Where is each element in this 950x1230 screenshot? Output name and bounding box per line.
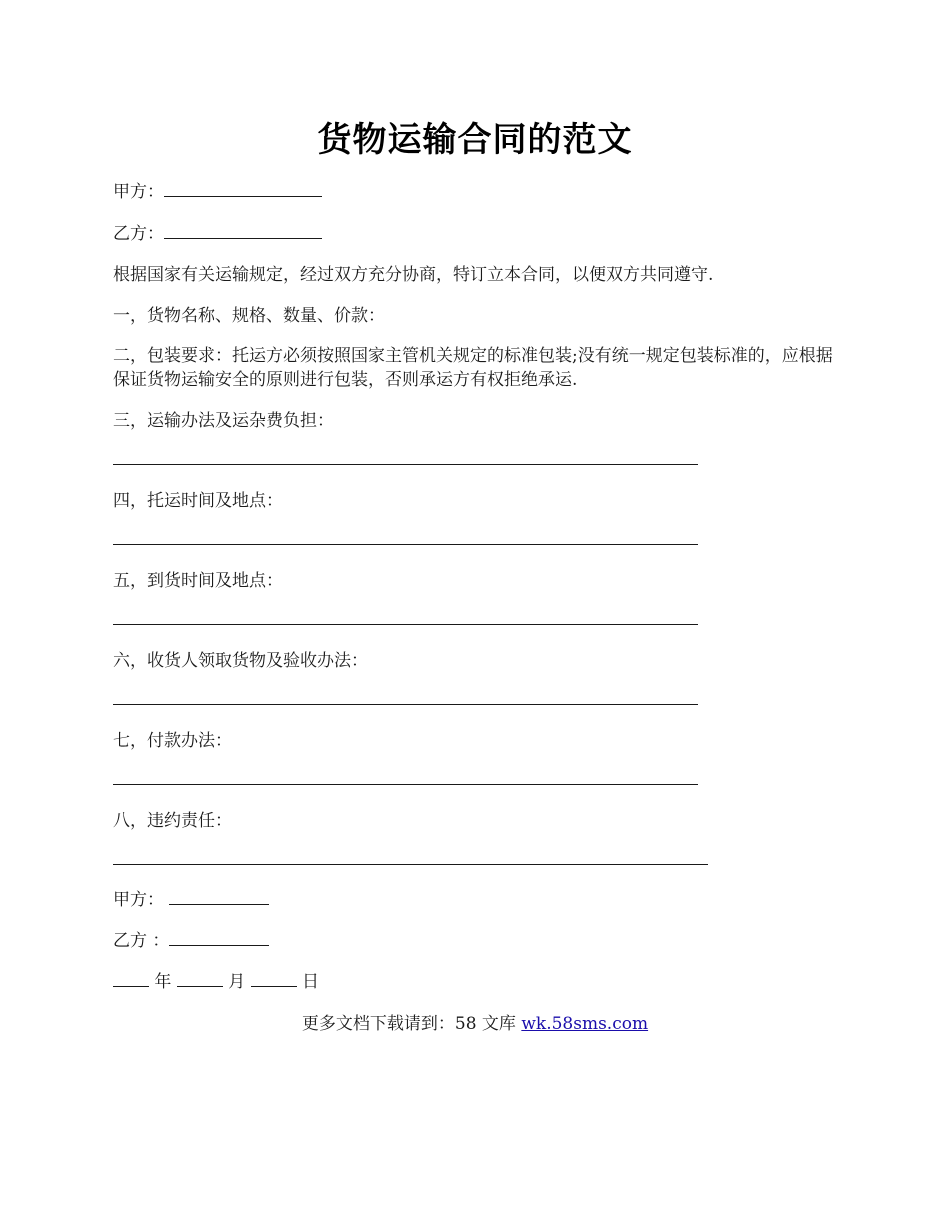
footer-text: 更多文档下载请到：58 文库 [301, 1014, 522, 1034]
date-day-blank [251, 970, 297, 987]
clause-8: 八，违约责任： [113, 811, 232, 831]
signature-a-line [113, 888, 269, 912]
footer [0, 1012, 950, 1036]
date-year-blank [113, 970, 149, 987]
clause-3: 三，运输办法及运杂费负担： [113, 411, 334, 431]
party-a-blank [164, 180, 322, 197]
clause-4-answer-line [113, 544, 698, 545]
signature-b-label: 乙方 ： [113, 931, 170, 951]
clause-7-answer-line [113, 784, 698, 785]
signature-a-blank [169, 888, 269, 905]
date-month-label: 月 [228, 972, 246, 992]
clause-3-answer-line [113, 464, 698, 465]
intro-text: 根据国家有关运输规定，经过双方充分协商，特订立本合同，以便双方共同遵守. [113, 265, 714, 285]
document-title: 货物运输合同的范文 [317, 120, 633, 160]
clause-6: 六，收货人领取货物及验收办法： [113, 651, 368, 671]
clause-5-answer-line [113, 624, 698, 625]
footer-link[interactable]: wk.58sms.com [521, 1014, 649, 1034]
signature-b-line [113, 929, 269, 953]
signature-a-label: 甲方： [113, 890, 164, 910]
party-b-label: 乙方： [113, 224, 164, 244]
clause-5: 五，到货时间及地点： [113, 571, 283, 591]
party-b-line [113, 222, 322, 246]
party-b-blank [164, 222, 322, 239]
party-a-label: 甲方： [113, 182, 164, 202]
clause-1: 一，货物名称、规格、数量、价款： [113, 306, 385, 326]
clause-2: 二，包装要求：托运方必须按照国家主管机关规定的标准包装;没有统一规定包装标准的，应根据保证货物运输安全的原则进行包装，否则承运方有权拒绝承运. [113, 346, 833, 390]
clause-6-answer-line [113, 704, 698, 705]
date-year-label: 年 [154, 972, 172, 992]
clause-7: 七，付款办法： [113, 731, 232, 751]
signature-b-blank [169, 929, 269, 946]
clause-4: 四，托运时间及地点： [113, 491, 283, 511]
clause-8-answer-line [113, 864, 708, 865]
date-month-blank [177, 970, 223, 987]
party-a-line [113, 180, 322, 204]
date-day-label: 日 [302, 972, 320, 992]
date-line [113, 970, 319, 994]
